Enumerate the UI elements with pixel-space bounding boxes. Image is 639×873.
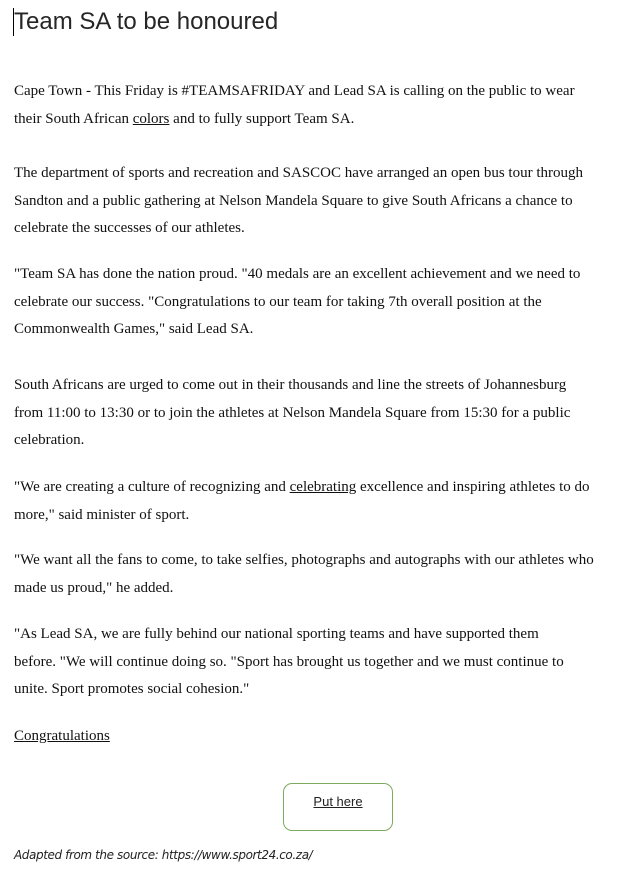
colors-link[interactable]: colors xyxy=(132,110,170,127)
celebrating-link[interactable]: celebrating xyxy=(289,479,357,495)
paragraph-line: "Team SA has done the nation proud. "40 medals are an excellent achievement and we need to xyxy=(14,266,581,282)
text-segment: their South African xyxy=(14,110,133,127)
paragraph-line: South Africans are urged to come out in their thousands and line the streets of Johannesburg xyxy=(14,377,567,393)
paragraph-line: "We want all the fans to come, to take selfies, photographs and autographs with our athletes who xyxy=(14,552,594,568)
paragraph-line: celebration. xyxy=(14,432,85,448)
paragraph-line: from 11:00 to 13:30 or to join the athletes at Nelson Mandela Square from 15:30 for a public xyxy=(14,404,571,421)
put-here-button[interactable]: Put here xyxy=(283,783,393,831)
text-segment: "We are creating a culture of recognizing and xyxy=(14,479,290,495)
paragraph-line: celebrate the successes of our athletes. xyxy=(14,220,245,236)
article-title: Team SA to be honoured xyxy=(14,8,279,35)
source-attribution: Adapted from the source: https://www.sport24.co.za/ xyxy=(14,848,313,862)
paragraph-line: Commonwealth Games," said Lead SA. xyxy=(14,321,254,337)
paragraph-line: made us proud," he added. xyxy=(14,579,174,596)
text-segment: and to fully support Team SA. xyxy=(169,110,355,127)
paragraph-line: unite. Sport promotes social cohesion." xyxy=(14,681,250,697)
paragraph-bus-tour xyxy=(14,160,636,243)
paragraph-minister xyxy=(14,474,636,529)
paragraph-line: The department of sports and recreation and SASCOC have arranged an open bus tour through xyxy=(14,165,584,181)
paragraph-line: before. "We will continue doing so. "Sport has brought us together and we must continue to xyxy=(14,653,564,670)
paragraph-fans xyxy=(14,547,636,602)
paragraph-lead-sa xyxy=(14,621,636,704)
paragraph-intro xyxy=(14,78,636,133)
paragraph-johannesburg xyxy=(14,372,636,455)
paragraph-line: "As Lead SA, we are fully behind our national sporting teams and have supported them xyxy=(14,626,539,642)
paragraph-medals xyxy=(14,261,636,344)
paragraph-line: celebrate our success. "Congratulations to our team for taking 7th overall position at the xyxy=(14,293,542,310)
text-segment: excellence and inspiring athletes to do xyxy=(356,479,590,495)
paragraph-line: more," said minister of sport. xyxy=(14,506,190,523)
congratulations-link[interactable]: Congratulations xyxy=(14,728,110,744)
paragraph-line: Sandton and a public gathering at Nelson Mandela Square to give South Africans a chance to xyxy=(14,192,573,209)
paragraph-line xyxy=(14,106,636,134)
paragraph-line: Cape Town - This Friday is #TEAMSAFRIDAY and Lead SA is calling on the public to wear xyxy=(14,83,575,99)
paragraph-line xyxy=(14,474,636,502)
